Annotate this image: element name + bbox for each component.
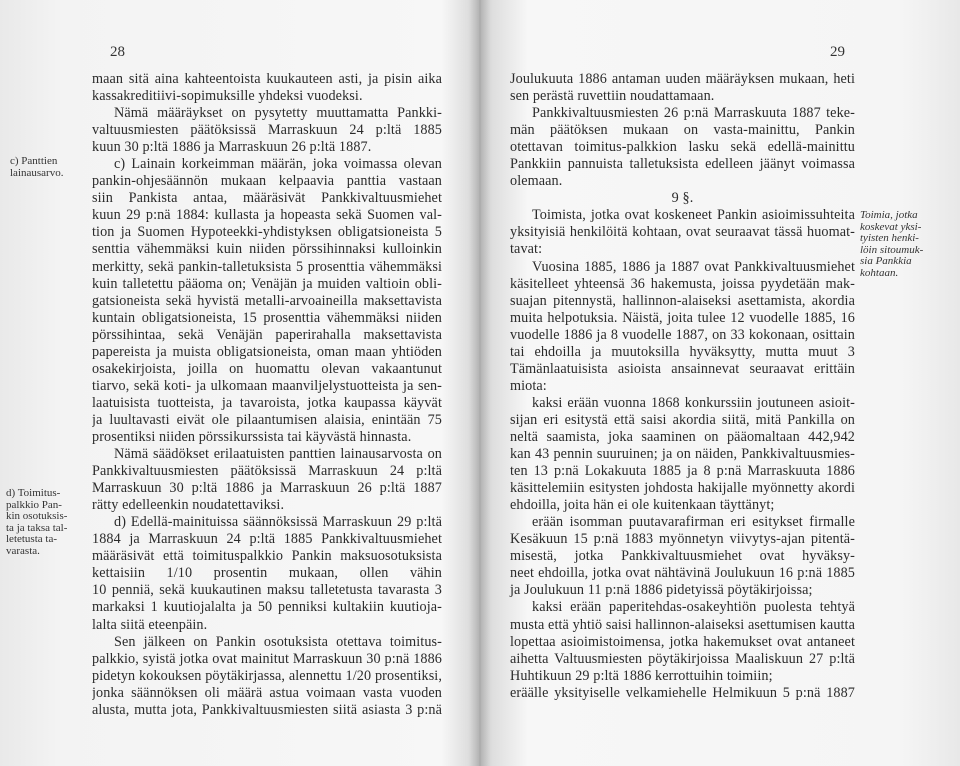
text-line: kassakreditiivi-sopimuksille yhdeksi vuodeksi. [92, 88, 363, 105]
margin-note-line: koskevat yksi- [860, 220, 922, 233]
text-line: Kesäkuun 15 p:nä 1883 myönnetyn viivytys-ajan pitentä- [510, 531, 855, 548]
margin-note-line: Toimia, jotka [860, 209, 918, 221]
margin-note-line: varasta. [6, 544, 40, 557]
margin-note-line: kin osotuksis- [6, 510, 68, 522]
text-line: siin Pankista antaa, määräsivät Pankkivaltuusmiehet [92, 190, 442, 207]
text-line: Toimista, jotka ovat koskeneet Pankin asioimissuhteita [532, 207, 855, 224]
text-line: ja luultavasti eivät ole pilaantumisen alaisia, enintään 75 [92, 411, 442, 428]
text-line: merkitty, sekä pankin-talletuksista 5 prosenttia vähemmäksi [92, 258, 442, 275]
text-line: valtuusmiesten päätöksissä Marraskuun 24 p:ltä 1885 [92, 122, 442, 139]
text-line: Nämä määräykset on pysytetty muuttamatta Pankki- [114, 105, 442, 122]
text-line: 1884 ja Marraskuun 24 p:ltä 1885 Pankkivaltuusmiehet [92, 531, 442, 548]
page-number-left: 28 [110, 44, 125, 60]
margin-note-line: löin sitoumuk- [860, 243, 924, 256]
text-line: tai ehdoilla ja muutoksilla hyväksytty, mutta muut 3 [510, 343, 855, 360]
text-line: suajan pitennystä, hallinnon-alaiseksi asettamista, akordia [510, 292, 855, 309]
text-line: tiarvo, sekä koti- ja ulkomaan maanviljelystuotteista ja sen- [92, 377, 442, 394]
text-line: tion ja Suomen Hypoteekki-yhdistyksen obligatsioneista 5 [92, 224, 442, 241]
text-line: pidetyn kokouksen pöytäkirjassa, alennettu 1/20 prosentiksi, [92, 667, 442, 684]
text-line: lalta siitä eteenpäin. [92, 616, 208, 633]
text-line: osakekirjoista, joilla on huomattu olevan vakaantunut [92, 360, 442, 377]
margin-note-line: lainausarvo. [10, 166, 64, 179]
text-line: otettavan toimitus-palkkion lasku sekä edellä-mainittu [510, 139, 855, 156]
text-line: Vuosina 1885, 1886 ja 1887 ovat Pankkivaltuusmiehet [532, 258, 855, 275]
text-line: kuin talletettu pääoma on; Venäjän ja muiden valtioin obli- [92, 275, 442, 292]
text-line: kaksi erään vuonna 1868 konkurssiin joutuneen asioit- [532, 394, 855, 411]
right-page-body [510, 71, 855, 702]
text-line: olemaan. [510, 173, 563, 190]
text-line: 9 §. [671, 190, 694, 207]
text-line: pankin-ohjesäännön mukaan kelpaavia panttia vastaan [92, 173, 442, 190]
text-line: 10 penniä, sekä kuukautinen maksu talletetusta tavarasta 3 [92, 582, 442, 599]
text-line: tavat: [510, 241, 543, 258]
text-line: lopettaa asioimistoimensa, jotka hakemukset ovat antaneet [510, 633, 855, 650]
margin-note-line: letetusta ta- [6, 533, 58, 545]
text-line: kuntain obligatsioneista, 15 prosenttia vähemmäksi niiden [92, 309, 442, 326]
text-line: Pankkiin pannuista talletuksista edelleen jäänyt voimassa [510, 156, 855, 173]
text-line: maan sitä aina kahteentoista kuukauteen asti, ja pisin aika [92, 71, 442, 87]
text-line: erään isomman puutavarafirman eri esitykset firmalle [532, 514, 855, 531]
margin-note-line: c) Panttien [10, 155, 58, 167]
text-line: määräsivät että toimituspalkkio Pankin maksuosotuksista [92, 548, 442, 565]
text-line: käsittelemiin esitysten johdosta hakijalle myönnetty akordi [510, 480, 855, 497]
margin-note-line: kohtaan. [860, 266, 899, 279]
text-line: Pankkivaltuusmiesten 26 p:nä Marraskuuta 1887 teke- [532, 105, 855, 122]
text-line: prosentiksi niiden pörssikurssista tai käyvästä hinnasta. [92, 428, 412, 445]
text-line: musta että yhtiö saisi hallinnon-alaiseksi asettumisen kautta [510, 616, 855, 633]
margin-note-line: ta ja taksa tal- [6, 521, 68, 534]
text-line: c) Lainain korkeimman määrän, joka voimassa olevan [114, 156, 442, 173]
text-line: Sen jälkeen on Pankin osotuksista otettava toimitus- [114, 633, 442, 650]
text-line: ten 13 p:nä Lokakuuta 1885 ja 8 p:nä Marraskuuta 1886 [510, 463, 855, 480]
text-line: sen perästä ruvettiin noudattamaan. [510, 88, 715, 105]
text-line: misestä, jotka Pankkivaltuusmiehet ovat hyväksy- [510, 548, 855, 565]
text-line: d) Edellä-mainituissa säännöksissä Marraskuun 29 p:ltä [114, 514, 442, 531]
margin-note-private-persons [860, 210, 956, 279]
text-line: kuun 30 p:ltä 1886 ja Marraskuun 26 p:ltä 1887. [92, 139, 372, 156]
margin-note-pledge-value [10, 156, 94, 179]
page-number-right: 29 [830, 44, 845, 60]
text-line: laatuisista tuotteista, ja tavaroista, jotka kaupassa käyvät [92, 394, 442, 411]
margin-note-line: sia Pankkia [860, 255, 912, 267]
left-page [0, 0, 470, 766]
text-line: aihetta Valtuusmiesten pöytäkirjoissa Maaliskuun 27 p:ltä [510, 650, 855, 667]
text-line: Huhtikuun 29 p:ltä 1886 kerrottuihin toimiin; [510, 667, 773, 684]
margin-note-line: d) Toimitus- [6, 487, 61, 499]
right-page [488, 0, 960, 766]
text-line: pörssihintaa, sekä Venäjän paperirahalla maksettavista [92, 326, 442, 343]
text-line: män päätöksen mukaan on vasta-mainittu, Pankin [510, 122, 855, 139]
margin-note-commission-fee [6, 488, 92, 557]
text-line: rätty edelleenkin noudatettaviksi. [92, 497, 285, 514]
margin-note-line: palkkio Pan- [6, 498, 62, 511]
text-line: jonka säännöksen oli määrä astua voimaan vasta vuoden [92, 684, 442, 701]
text-line: kuun 29 p:nä 1884: kullasta ja hopeasta sekä Suomen val- [92, 207, 442, 224]
text-line: neet ehdoilla, jotka ovat nähtävinä Joulukuun 16 p:nä 1885 [510, 565, 855, 582]
text-line: papereista ja muista obligatsioneista, oman maan yhtiöden [92, 343, 442, 360]
text-line: Nämä säädökset erilaatuisten panttien lainausarvosta on [114, 446, 442, 463]
text-line: senttia vähemmäksi kuin niiden pörssihinnaksi kulloinkin [92, 241, 442, 258]
text-line: käsitelleet yhteensä 36 hakemusta, joissa pyydetään mak- [510, 275, 855, 292]
text-line: markaksi 1 kuutiojalalta ja 50 penniksi kultakiin kuutioja- [92, 599, 442, 616]
text-line: muita helpotuksia. Näistä, joita tulee 12 vuodelle 1885, 16 [510, 309, 855, 326]
margin-note-line: tyisten henki- [860, 232, 919, 244]
text-line: Tämänlaatuisista asioista ansainnevat seuraavat erittäin [510, 360, 855, 377]
text-line: ehdoilla, joita hän ei ole kuitenkaan täyttänyt; [510, 497, 775, 514]
text-line: miota: [510, 377, 547, 394]
text-line: yksityisiä henkilöitä kohtaan, ovat seuraavat tässä huomat- [510, 224, 855, 241]
left-page-body [92, 71, 442, 719]
text-line: eräälle yksityiselle velkamiehelle Helmikuun 5 p:nä 1887 [510, 684, 855, 701]
text-line: gatsioneista sekä hyvistä metalli-arvoaineilla maksettavista [92, 292, 442, 309]
text-line: alusta, mutta jota, Pankkivaltuusmiesten siitä asiasta 3 p:nä [92, 701, 442, 718]
text-line: sijan eri esitystä että saisi akordia siitä, mitä Pankilla on [510, 411, 855, 428]
text-line: palkkio, syistä jotka ovat mainitut Marraskuun 30 p:nä 1886 [92, 650, 442, 667]
text-line: kettaisiin 1/10 prosentin mukaan, ollen vähin [92, 565, 442, 582]
text-line: Marraskuun 30 p:ltä 1886 ja Marraskuun 26 p:ltä 1887 [92, 480, 442, 497]
text-line: vuodelle 1886 ja 8 vuodelle 1887, on 33 kokonaan, osittain [510, 326, 855, 343]
text-line: kaksi erään paperitehdas-osakeyhtiön puolesta tehtyä [532, 599, 855, 616]
text-line: neltä saamista, joka saaminen on pääomaltaan 442,942 [510, 428, 855, 445]
text-line: ja Joulukuun 11 p:nä 1886 pidetyissä pöytäkirjoissa; [510, 582, 813, 599]
text-line: kan 43 pennin suuruinen; ja on näiden, Pankkivaltuusmies- [510, 446, 855, 463]
text-line: Joulukuuta 1886 antaman uuden määräyksen mukaan, heti [510, 71, 855, 87]
text-line: Pankkivaltuusmiesten päätöksissä Marraskuun 24 p:ltä [92, 463, 442, 480]
